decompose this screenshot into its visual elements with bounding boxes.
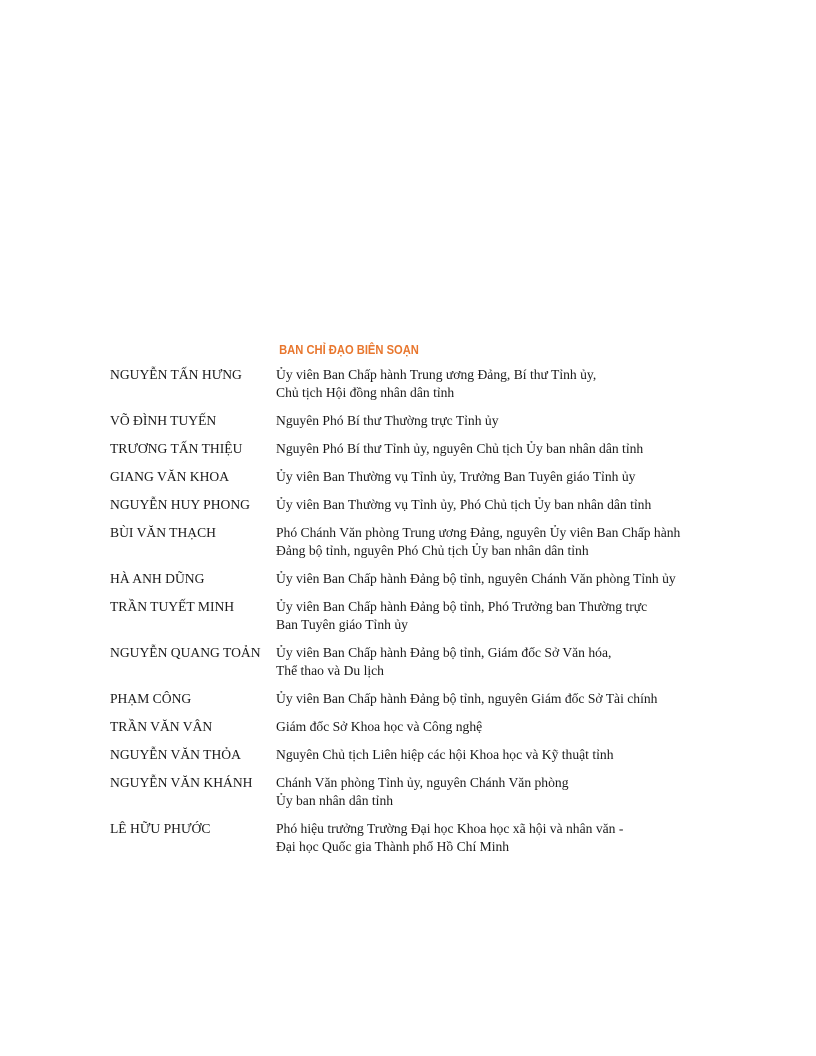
member-name: GIANG VĂN KHOA [110, 469, 230, 484]
member-role-line: Ủy viên Ban Chấp hành Đảng bộ tỉnh, Giám đốc Sở Văn hóa, [276, 645, 612, 660]
member-list [110, 366, 720, 856]
member-role-line: Ban Tuyên giáo Tỉnh ủy [276, 617, 408, 632]
member-role-line: Nguyên Phó Bí thư Thường trực Tỉnh ủy [276, 413, 499, 428]
member-role [276, 746, 720, 764]
member-role [276, 366, 720, 402]
member-role-line: Ủy viên Ban Chấp hành Đảng bộ tỉnh, nguyên Giám đốc Sở Tài chính [276, 691, 658, 706]
member-name: LÊ HỮU PHƯỚC [110, 821, 211, 836]
member-row [110, 598, 720, 634]
member-role [276, 440, 720, 458]
member-row [110, 570, 720, 588]
section-heading: BAN CHỈ ĐẠO BIÊN SOẠN [279, 342, 419, 357]
member-row [110, 746, 720, 764]
member-row [110, 718, 720, 736]
member-role-line: Giám đốc Sở Khoa học và Công nghệ [276, 719, 483, 734]
member-row [110, 524, 720, 560]
member-role-line: Đảng bộ tỉnh, nguyên Phó Chủ tịch Ủy ban nhân dân tỉnh [276, 543, 589, 558]
member-name: TRẦN VĂN VÂN [110, 719, 213, 734]
member-name: TRẦN TUYẾT MINH [110, 599, 235, 614]
member-role-line: Phó hiệu trưởng Trường Đại học Khoa học xã hội và nhân văn - [276, 821, 624, 836]
member-name: NGUYỄN VĂN KHÁNH [110, 775, 253, 790]
member-row [110, 366, 720, 402]
member-role-line: Đại học Quốc gia Thành phố Hồ Chí Minh [276, 839, 510, 854]
member-role [276, 468, 720, 486]
member-row [110, 774, 720, 810]
member-row [110, 820, 720, 856]
member-name: HÀ ANH DŨNG [110, 571, 205, 586]
member-role [276, 524, 720, 560]
member-name: NGUYỄN HUY PHONG [110, 497, 250, 512]
member-row [110, 690, 720, 708]
member-role-line: Thể thao và Du lịch [276, 663, 384, 678]
member-role [276, 774, 720, 810]
member-role [276, 412, 720, 430]
member-role [276, 820, 720, 856]
member-role [276, 644, 720, 680]
member-role-line: Ủy viên Ban Thường vụ Tỉnh ủy, Trưởng Ban Tuyên giáo Tỉnh ủy [276, 469, 636, 484]
member-role-line: Ủy viên Ban Chấp hành Đảng bộ tỉnh, Phó Trưởng ban Thường trực [276, 599, 648, 614]
member-name: BÙI VĂN THẠCH [110, 525, 216, 540]
member-name: PHẠM CÔNG [110, 691, 192, 706]
member-row [110, 412, 720, 430]
member-name: NGUYỄN TẤN HƯNG [110, 367, 242, 382]
member-role [276, 598, 720, 634]
member-row [110, 440, 720, 458]
member-role-line: Phó Chánh Văn phòng Trung ương Đảng, nguyên Ủy viên Ban Chấp hành [276, 525, 681, 540]
member-role-line: Nguyên Phó Bí thư Tỉnh ủy, nguyên Chủ tịch Ủy ban nhân dân tỉnh [276, 441, 644, 456]
member-role-line: Ủy viên Ban Chấp hành Trung ương Đảng, Bí thư Tỉnh ủy, [276, 367, 597, 382]
member-name: TRƯƠNG TẤN THIỆU [110, 441, 243, 456]
steering-committee [110, 340, 720, 866]
member-role-line: Ủy ban nhân dân tỉnh [276, 793, 394, 808]
member-role-line: Chánh Văn phòng Tỉnh ủy, nguyên Chánh Văn phòng [276, 775, 569, 790]
member-role [276, 718, 720, 736]
member-name: NGUYỄN VĂN THỎA [110, 747, 241, 762]
member-role [276, 496, 720, 514]
member-name: NGUYỄN QUANG TOẢN [110, 645, 261, 660]
member-role-line: Nguyên Chủ tịch Liên hiệp các hội Khoa học và Kỹ thuật tỉnh [276, 747, 614, 762]
member-row [110, 644, 720, 680]
member-role [276, 570, 720, 588]
member-role [276, 690, 720, 708]
member-role-line: Ủy viên Ban Thường vụ Tỉnh ủy, Phó Chủ tịch Ủy ban nhân dân tỉnh [276, 497, 652, 512]
member-name: VÕ ĐÌNH TUYẾN [110, 413, 217, 428]
member-role-line: Chủ tịch Hội đồng nhân dân tỉnh [276, 385, 455, 400]
member-role-line: Ủy viên Ban Chấp hành Đảng bộ tỉnh, nguyên Chánh Văn phòng Tỉnh ủy [276, 571, 676, 586]
member-row [110, 496, 720, 514]
member-row [110, 468, 720, 486]
